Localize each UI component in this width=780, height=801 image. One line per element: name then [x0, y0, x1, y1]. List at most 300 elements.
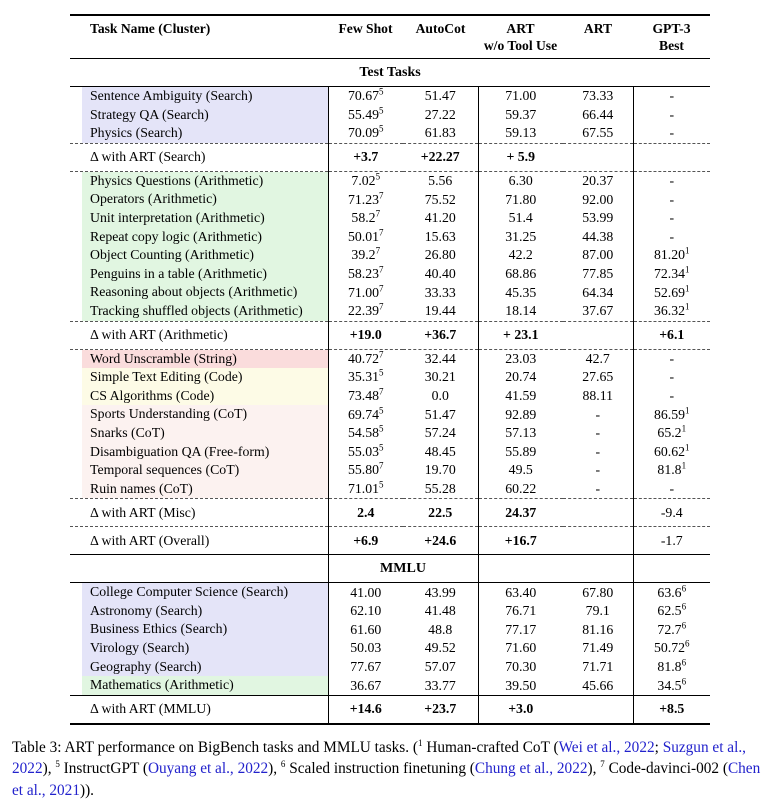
value-text: 55.49	[347, 106, 380, 122]
table-row	[70, 405, 710, 424]
task-label: Strategy QA (Search)	[82, 106, 328, 125]
value-cell	[478, 461, 563, 480]
delta-value: +16.7	[504, 532, 537, 548]
value-superscript: 1	[685, 405, 690, 416]
value-text: 33.77	[424, 677, 456, 693]
value-text: 72.34	[653, 266, 686, 282]
task-cell	[70, 387, 328, 406]
task-cell	[70, 461, 328, 480]
delta-value-cell	[328, 499, 403, 527]
task-label: Sentence Ambiguity (Search)	[82, 87, 328, 106]
value-cell	[478, 87, 563, 106]
task-cell	[70, 171, 328, 190]
task-cell	[70, 676, 328, 695]
value-text: 7.02	[351, 173, 376, 189]
delta-value: +36.7	[424, 327, 457, 343]
value-cell	[478, 246, 563, 265]
value-superscript: 5	[379, 123, 384, 134]
task-label: Mathematics (Arithmetic)	[82, 676, 328, 695]
task-cell	[70, 583, 328, 602]
value-text: 33.33	[424, 284, 456, 300]
value-text: 44.38	[582, 228, 614, 244]
task-cell	[70, 349, 328, 368]
value-text: 79.1	[585, 603, 610, 619]
table-row	[70, 620, 710, 639]
delta-value: -9.4	[660, 504, 683, 520]
value-cell	[633, 209, 710, 228]
value-cell	[328, 228, 403, 247]
task-label: Business Ethics (Search)	[82, 620, 328, 639]
table-row	[70, 480, 710, 499]
task-cell	[70, 620, 328, 639]
col-header-line1: ART	[506, 21, 535, 36]
value-cell	[563, 283, 633, 302]
value-superscript: 7	[379, 190, 384, 201]
value-text: 5.56	[428, 173, 453, 189]
value-text: 69.74	[347, 406, 380, 422]
value-text: -	[669, 228, 675, 244]
delta-value-cell	[633, 527, 710, 555]
value-text: 55.89	[505, 443, 537, 459]
value-text: -	[669, 369, 675, 385]
value-cell	[563, 620, 633, 639]
delta-value-cell	[328, 527, 403, 555]
value-text: -	[595, 462, 601, 478]
value-cell	[478, 676, 563, 695]
value-text: 49.5	[508, 462, 533, 478]
value-cell	[633, 302, 710, 321]
value-text: 62.5	[657, 603, 682, 619]
value-cell	[403, 302, 478, 321]
value-cell	[403, 349, 478, 368]
value-text: 55.03	[347, 443, 380, 459]
col-header-4	[633, 15, 710, 59]
value-text: -	[595, 425, 601, 441]
value-cell	[633, 658, 710, 677]
caption-text: Scaled instruction finetuning (	[285, 760, 475, 778]
table-caption	[12, 737, 768, 801]
table-header-row	[70, 15, 710, 59]
task-label: Physics (Search)	[82, 124, 328, 143]
value-cell	[633, 87, 710, 106]
value-cell	[328, 124, 403, 143]
value-text: 0.0	[431, 388, 449, 404]
value-text: -	[669, 350, 675, 366]
col-header-line1: GPT-3	[652, 21, 691, 36]
value-superscript: 6	[681, 601, 687, 612]
value-cell	[478, 602, 563, 621]
section-label: MMLU	[328, 555, 478, 583]
value-cell	[403, 209, 478, 228]
value-cell	[478, 283, 563, 302]
value-cell	[633, 405, 710, 424]
citation-link[interactable]: Chung et al., 2022	[474, 760, 588, 778]
value-cell	[328, 283, 403, 302]
task-cell	[70, 265, 328, 284]
value-cell	[328, 368, 403, 387]
col-header-line1: Few Shot	[338, 21, 393, 36]
value-superscript: 7	[379, 283, 384, 294]
value-text: 92.89	[505, 406, 537, 422]
value-text: 86.59	[653, 406, 686, 422]
delta-value: + 23.1	[503, 327, 539, 343]
table-row	[70, 424, 710, 443]
value-cell	[563, 461, 633, 480]
citation-link[interactable]: Chen et al., 2021	[12, 760, 761, 799]
table-row	[70, 368, 710, 387]
value-cell	[633, 190, 710, 209]
value-cell	[403, 246, 478, 265]
value-text: 49.52	[424, 640, 456, 656]
value-cell	[403, 583, 478, 602]
value-superscript: 5	[375, 171, 381, 182]
value-cell	[478, 124, 563, 143]
task-cell	[70, 124, 328, 143]
value-superscript: 1	[685, 245, 690, 256]
task-cell	[70, 302, 328, 321]
table-row	[70, 602, 710, 621]
value-cell	[563, 583, 633, 602]
value-cell	[328, 246, 403, 265]
delta-value-cell	[563, 695, 633, 724]
value-cell	[563, 443, 633, 462]
value-text: 27.65	[582, 369, 614, 385]
value-superscript: 5	[379, 105, 384, 116]
task-cell	[70, 283, 328, 302]
value-superscript: 5	[379, 423, 384, 434]
value-text: 58.2	[351, 210, 376, 226]
caption-text: ),	[42, 760, 56, 778]
table-row	[70, 228, 710, 247]
task-label: Operators (Arithmetic)	[82, 190, 328, 209]
value-text: 19.70	[424, 462, 456, 478]
value-text: 87.00	[582, 247, 614, 263]
task-label: Disambiguation QA (Free-form)	[82, 443, 328, 462]
task-cell	[70, 639, 328, 658]
delta-value: +24.6	[424, 532, 457, 548]
value-cell	[633, 283, 710, 302]
value-superscript: 7	[379, 301, 384, 312]
col-header-1	[403, 15, 478, 59]
value-cell	[328, 405, 403, 424]
delta-row	[70, 321, 710, 349]
value-text: 34.5	[657, 677, 682, 693]
task-label: Ruin names (CoT)	[82, 480, 328, 499]
value-cell	[328, 387, 403, 406]
value-text: 53.99	[582, 210, 614, 226]
value-cell	[563, 190, 633, 209]
value-text: -	[669, 480, 675, 496]
value-superscript: 1	[685, 283, 690, 294]
value-cell	[478, 302, 563, 321]
task-label: Sports Understanding (CoT)	[82, 405, 328, 424]
value-text: 65.2	[657, 425, 682, 441]
value-text: 18.14	[505, 303, 537, 319]
value-cell	[633, 583, 710, 602]
value-text: 57.13	[505, 425, 537, 441]
value-superscript: 5	[379, 367, 384, 378]
delta-value-cell	[633, 695, 710, 724]
empty-cell	[70, 555, 328, 583]
value-cell	[328, 265, 403, 284]
citation-link[interactable]: Ouyang et al., 2022	[147, 760, 269, 778]
table-row	[70, 124, 710, 143]
delta-value: +3.0	[508, 701, 534, 717]
delta-value: +3.7	[353, 149, 379, 165]
value-superscript: 7	[379, 460, 384, 471]
citation-link[interactable]: Wei et al., 2022	[558, 738, 655, 756]
value-text: 73.48	[347, 388, 380, 404]
value-cell	[563, 265, 633, 284]
col-header-line2: Best	[659, 37, 684, 53]
task-label: Virology (Search)	[82, 639, 328, 658]
value-cell	[478, 583, 563, 602]
value-cell	[403, 106, 478, 125]
value-cell	[328, 480, 403, 499]
value-superscript: 7	[379, 349, 384, 360]
delta-value-cell	[633, 143, 710, 171]
table-row	[70, 171, 710, 190]
table-row	[70, 87, 710, 106]
value-text: 92.00	[582, 191, 614, 207]
value-text: 77.85	[582, 266, 614, 282]
section-header-mmlu	[70, 555, 710, 583]
value-text: 61.60	[350, 621, 382, 637]
value-text: 23.03	[505, 350, 537, 366]
task-label: Simple Text Editing (Code)	[82, 368, 328, 387]
value-text: 51.47	[424, 406, 456, 422]
value-cell	[633, 368, 710, 387]
value-text: 81.8	[657, 658, 682, 674]
value-superscript: 6	[681, 657, 687, 668]
empty-cell	[478, 555, 633, 583]
delta-value-cell	[563, 499, 633, 527]
value-text: 71.49	[582, 640, 614, 656]
delta-row	[70, 499, 710, 527]
table-row	[70, 283, 710, 302]
value-text: 26.80	[424, 247, 456, 263]
value-cell	[328, 639, 403, 658]
col-header-line2: w/o Tool Use	[483, 37, 558, 53]
value-cell	[563, 368, 633, 387]
value-cell	[403, 387, 478, 406]
col-header-line1: ART	[583, 21, 613, 36]
value-superscript: 7	[375, 208, 381, 219]
delta-value: + 5.9	[506, 149, 536, 165]
value-text: 32.44	[424, 350, 456, 366]
value-text: 20.37	[582, 173, 614, 189]
value-cell	[328, 658, 403, 677]
delta-value-cell	[403, 527, 478, 555]
table-row	[70, 302, 710, 321]
value-text: 48.8	[428, 621, 453, 637]
delta-value: +23.7	[424, 701, 457, 717]
delta-label-cell: Δ with ART (Arithmetic)	[70, 321, 328, 349]
delta-label-cell: Δ with ART (Misc)	[70, 499, 328, 527]
value-cell	[403, 171, 478, 190]
table-row	[70, 461, 710, 480]
value-cell	[478, 443, 563, 462]
task-label: Tracking shuffled objects (Arithmetic)	[82, 302, 328, 321]
value-text: 39.50	[505, 677, 537, 693]
task-label: Physics Questions (Arithmetic)	[82, 172, 328, 191]
value-cell	[633, 620, 710, 639]
value-text: -	[669, 106, 675, 122]
value-text: -	[669, 388, 675, 404]
value-text: 59.37	[505, 106, 537, 122]
delta-row	[70, 695, 710, 724]
value-cell	[633, 461, 710, 480]
table-row	[70, 676, 710, 695]
citation-link[interactable]: Suzgun et al., 2022	[12, 738, 746, 778]
delta-value: 2.4	[357, 504, 375, 520]
value-text: 59.13	[505, 125, 537, 141]
value-cell	[478, 658, 563, 677]
value-text: 61.83	[424, 125, 456, 141]
col-header-task-name: Task Name (Cluster)	[70, 15, 328, 59]
value-cell	[633, 228, 710, 247]
value-text: 72.7	[657, 621, 682, 637]
value-cell	[403, 480, 478, 499]
value-text: 52.69	[653, 284, 686, 300]
value-cell	[633, 424, 710, 443]
value-cell	[478, 424, 563, 443]
value-cell	[478, 480, 563, 499]
delta-value-cell	[403, 143, 478, 171]
value-text: 42.2	[508, 247, 533, 263]
value-text: 64.34	[582, 284, 614, 300]
value-cell	[633, 349, 710, 368]
value-cell	[328, 620, 403, 639]
table-row	[70, 190, 710, 209]
delta-value: +19.0	[349, 327, 382, 343]
task-label: Object Counting (Arithmetic)	[82, 246, 328, 265]
value-text: 55.28	[424, 480, 456, 496]
task-cell	[70, 368, 328, 387]
value-cell	[563, 106, 633, 125]
task-cell	[70, 190, 328, 209]
value-cell	[563, 405, 633, 424]
caption-text: Table 3: ART performance on BigBench tasks and MMLU tasks. (	[12, 738, 418, 756]
value-text: 63.6	[657, 584, 682, 600]
value-cell	[633, 480, 710, 499]
delta-value-cell	[403, 499, 478, 527]
value-text: 27.22	[424, 106, 456, 122]
value-text: 71.60	[505, 640, 537, 656]
value-text: -	[669, 88, 675, 104]
results-table-container	[70, 14, 710, 725]
task-cell	[70, 424, 328, 443]
value-text: -	[595, 480, 601, 496]
value-text: 22.39	[347, 303, 380, 319]
value-text: 60.62	[653, 443, 686, 459]
value-text: 58.23	[347, 266, 380, 282]
value-cell	[563, 676, 633, 695]
task-cell	[70, 405, 328, 424]
task-label: Repeat copy logic (Arithmetic)	[82, 228, 328, 247]
value-cell	[403, 190, 478, 209]
caption-footnote-marker: 5	[55, 759, 60, 770]
delta-value-cell	[563, 527, 633, 555]
value-cell	[478, 265, 563, 284]
section-header-test-tasks	[70, 59, 710, 87]
value-cell	[633, 639, 710, 658]
value-text: 50.01	[347, 228, 380, 244]
value-cell	[563, 302, 633, 321]
value-cell	[328, 302, 403, 321]
table-row	[70, 639, 710, 658]
value-text: -	[669, 210, 675, 226]
value-cell	[328, 676, 403, 695]
value-superscript: 5	[379, 442, 384, 453]
value-text: 70.09	[347, 125, 380, 141]
value-cell	[328, 209, 403, 228]
value-cell	[328, 87, 403, 106]
value-cell	[478, 349, 563, 368]
value-superscript: 5	[379, 86, 384, 97]
value-text: 45.66	[582, 677, 614, 693]
value-text: 39.2	[351, 247, 376, 263]
value-text: 42.7	[585, 350, 610, 366]
table-row	[70, 246, 710, 265]
section-label: Test Tasks	[70, 59, 710, 87]
delta-label-cell: Δ with ART (Overall)	[70, 527, 328, 555]
value-superscript: 6	[681, 620, 687, 631]
value-cell	[478, 209, 563, 228]
value-cell	[328, 602, 403, 621]
table-row	[70, 209, 710, 228]
value-cell	[478, 387, 563, 406]
value-text: 50.72	[653, 640, 686, 656]
value-superscript: 5	[379, 479, 384, 490]
caption-text: Code-davinci-002 (	[604, 760, 728, 778]
delta-row	[70, 143, 710, 171]
value-cell	[563, 658, 633, 677]
value-cell	[403, 265, 478, 284]
col-header-2	[478, 15, 563, 59]
table-row	[70, 349, 710, 368]
delta-value: +6.1	[659, 327, 685, 343]
value-cell	[563, 228, 633, 247]
value-text: 36.67	[350, 677, 382, 693]
value-cell	[478, 620, 563, 639]
value-text: -	[669, 173, 675, 189]
value-text: 35.31	[347, 369, 380, 385]
delta-value-cell	[563, 143, 633, 171]
value-text: 41.20	[424, 210, 456, 226]
value-text: 41.00	[350, 584, 382, 600]
value-superscript: 6	[681, 675, 687, 686]
value-text: 41.48	[424, 603, 456, 619]
value-text: 43.99	[424, 584, 456, 600]
results-table	[70, 14, 710, 725]
value-text: 71.80	[505, 191, 537, 207]
value-superscript: 7	[375, 245, 381, 256]
value-text: 36.32	[653, 303, 686, 319]
value-superscript: 6	[681, 582, 687, 593]
value-cell	[563, 387, 633, 406]
value-superscript: 1	[685, 442, 690, 453]
value-text: 45.35	[505, 284, 537, 300]
task-cell	[70, 209, 328, 228]
value-text: 48.45	[424, 443, 456, 459]
table-row	[70, 265, 710, 284]
delta-value-cell	[328, 321, 403, 349]
value-cell	[403, 405, 478, 424]
value-cell	[328, 349, 403, 368]
caption-text: ),	[587, 760, 601, 778]
delta-label-cell: Δ with ART (Search)	[70, 143, 328, 171]
